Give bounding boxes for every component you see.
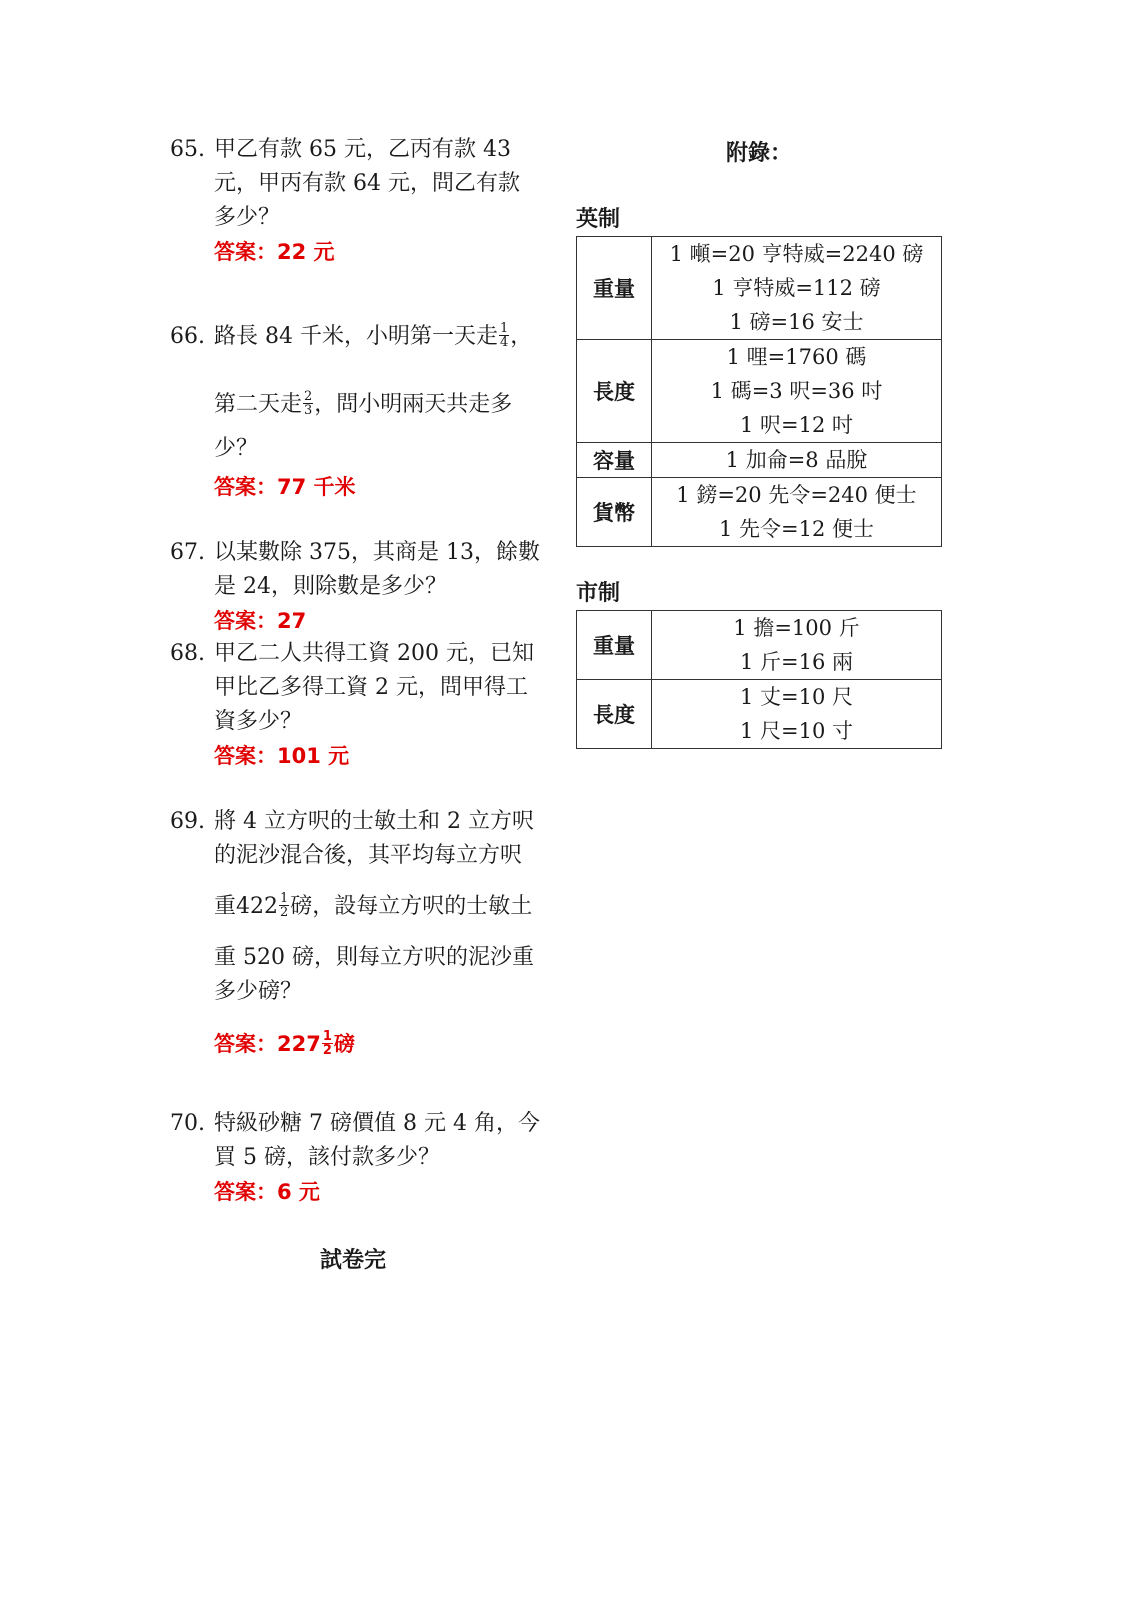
fraction: $\frac{1}{4}$ <box>499 320 509 350</box>
question-number: 68. <box>170 641 205 666</box>
table-row <box>577 340 942 443</box>
question-text-line: 特級砂糖 7 磅價值 8 元 4 角，今 <box>214 1111 540 1136</box>
question-text-line: 路長 84 千米，小明第一天走 $\frac{1}{4}$ ， <box>214 320 533 350</box>
question-number: 70. <box>170 1111 205 1136</box>
question-text-line: 多少？ <box>214 205 281 230</box>
values-cell: 1 丈=10 尺 1 尺=10 寸 <box>652 680 942 749</box>
question-68 <box>170 637 550 773</box>
question-text-line: 元，甲丙有款 64 元，問乙有款 <box>214 171 520 196</box>
category-cell: 重量 <box>577 611 652 680</box>
values-cell: 1 擔=100 斤 1 斤=16 兩 <box>652 611 942 680</box>
question-text-line: 甲比乙多得工資 2 元，問甲得工 <box>214 675 528 700</box>
chinese-units-table <box>576 610 942 749</box>
answer: 答案：22 元 <box>214 240 335 264</box>
answer: 答案：227 $\frac{1}{2}$ 磅 <box>214 1028 355 1058</box>
question-number: 66. <box>170 324 205 349</box>
question-65 <box>170 133 550 269</box>
question-text-line: 甲乙二人共得工資 200 元，已知 <box>214 641 534 666</box>
answer: 答案：101 元 <box>214 744 350 768</box>
values-cell: 1 加侖=8 品脫 <box>652 443 942 478</box>
question-text-line: 重422 $\frac{1}{2}$ 磅，設每立方呎的士敏土 <box>214 890 533 920</box>
end-of-paper: 試卷完 <box>320 1248 387 1273</box>
question-text-line: 第二天走 $\frac{2}{3}$ ，問小明兩天共走多 <box>214 388 513 418</box>
question-text-line: 買 5 磅，該付款多少？ <box>214 1145 440 1170</box>
question-70 <box>170 1107 550 1209</box>
table-row <box>577 611 942 680</box>
values-cell: 1 鎊=20 先令=240 便士 1 先令=12 便士 <box>652 478 942 547</box>
question-text-line: 多少磅？ <box>214 979 303 1004</box>
question-66 <box>170 312 550 502</box>
chinese-section-title: 市制 <box>576 581 621 606</box>
category-cell: 貨幣 <box>577 478 652 547</box>
category-cell: 長度 <box>577 340 652 443</box>
category-cell: 容量 <box>577 443 652 478</box>
question-text-line: 少？ <box>214 436 259 461</box>
question-69 <box>170 805 550 1079</box>
question-text-line: 甲乙有款 65 元，乙丙有款 43 <box>214 137 511 162</box>
question-text-line: 是 24，則除數是多少？ <box>214 574 447 599</box>
question-number: 67. <box>170 540 205 565</box>
question-text-line: 重 520 磅，則每立方呎的泥沙重 <box>214 945 534 970</box>
question-number: 65. <box>170 137 205 162</box>
category-cell: 長度 <box>577 680 652 749</box>
fraction: $\frac{1}{2}$ <box>280 890 289 920</box>
answer: 答案：77 千米 <box>214 475 356 499</box>
question-67 <box>170 536 550 638</box>
answer: 答案：6 元 <box>214 1180 320 1204</box>
imperial-table <box>576 236 942 547</box>
appendix-title: 附錄： <box>726 141 793 166</box>
table-row <box>577 237 942 340</box>
table-row <box>577 443 942 478</box>
question-text-line: 以某數除 375，其商是 13，餘數 <box>214 540 540 565</box>
fraction: $\frac{1}{2}$ <box>322 1028 332 1058</box>
fraction: $\frac{2}{3}$ <box>304 388 313 418</box>
table-row <box>577 680 942 749</box>
answer: 答案：27 <box>214 609 307 633</box>
question-number: 69. <box>170 809 205 834</box>
question-text-line: 的泥沙混合後，其平均每立方呎 <box>214 843 523 868</box>
question-text-line: 資多少？ <box>214 709 303 734</box>
imperial-section-title: 英制 <box>576 207 621 232</box>
values-cell: 1 噸=20 亨特威=2240 磅 1 亨特威=112 磅 1 磅=16 安士 <box>652 237 942 340</box>
question-text-line: 將 4 立方呎的士敏土和 2 立方呎 <box>214 809 534 834</box>
category-cell: 重量 <box>577 237 652 340</box>
table-row <box>577 478 942 547</box>
values-cell: 1 哩=1760 碼 1 碼=3 呎=36 吋 1 呎=12 吋 <box>652 340 942 443</box>
